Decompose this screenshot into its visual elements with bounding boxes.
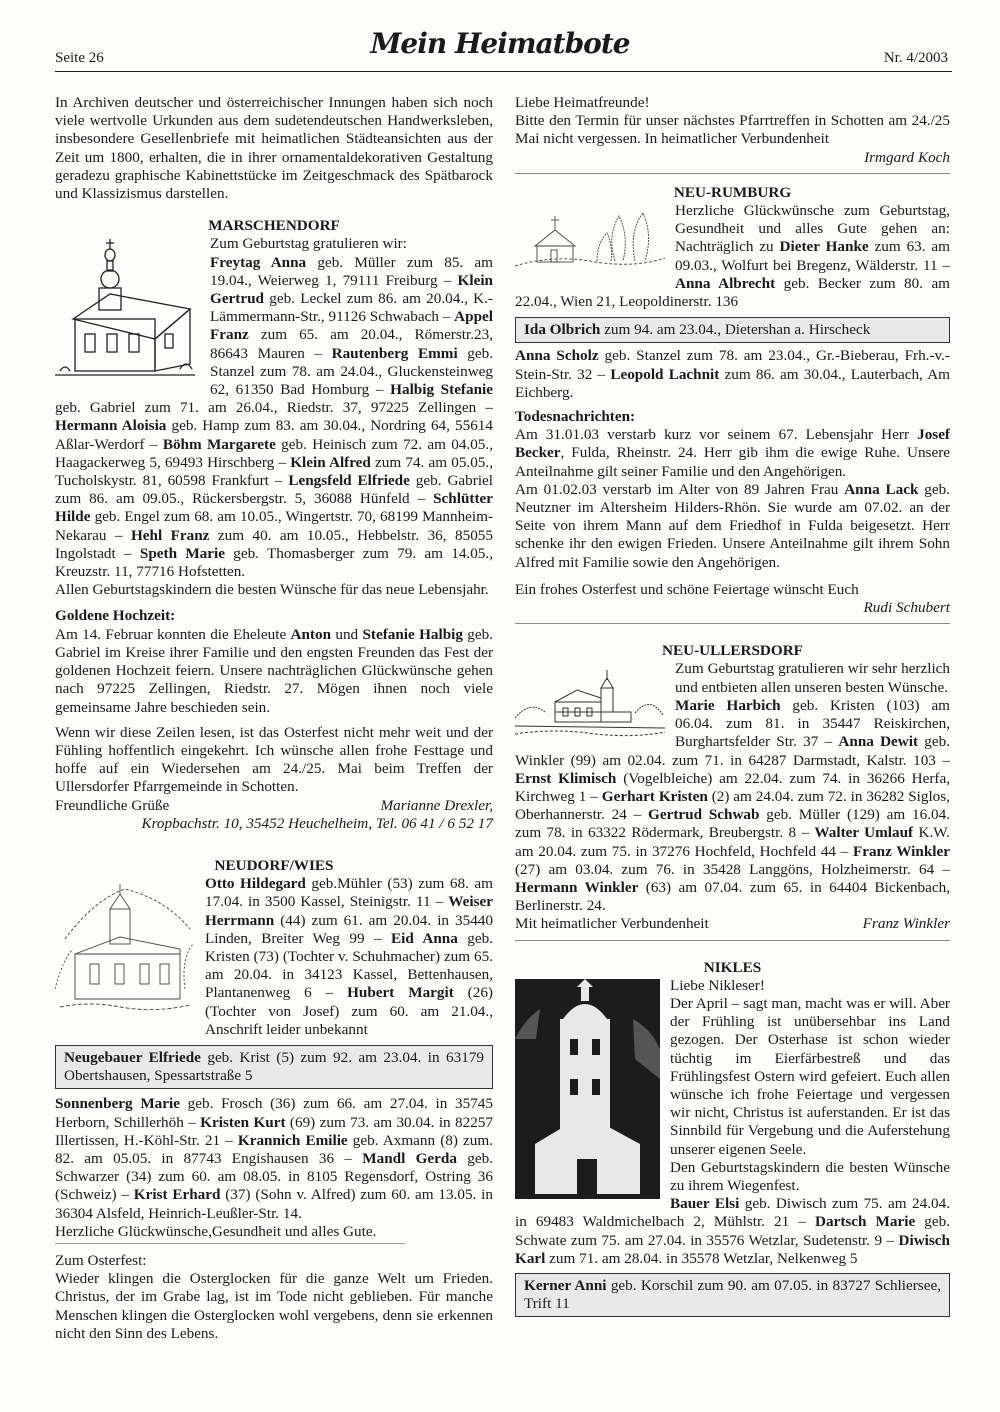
section-title-nikles: NIKLES xyxy=(703,958,762,976)
neudorf-closing: Herzliche Glückwünsche,Gesundheit und alles Gute. xyxy=(55,1223,405,1244)
death-notice-2: Am 01.02.03 verstarb im Alter von 89 Jahren Frau Anna Lack geb. Neutzner im Altersheim Hilders-Rhön. Sie wurde am 07.02. an der Seite von ihrem Mann auf dem Friedhof in Fulda beigesetzt. Herr schenke ihr den ewigen Frieden. Unsere Anteilnahme gilt ihrem Sohn Alfred mit Familie sowie den Angehörigen. xyxy=(515,480,950,571)
neudorf-highlight-box: Neugebauer Elfriede geb. Krist (5) zum 92. am 23.04. in 63179 Obertshausen, Spessartstraße 5 xyxy=(55,1045,493,1089)
intro-greeting: Liebe Heimatfreunde! xyxy=(515,94,650,111)
nikles-greeting: Liebe Nikleser! xyxy=(670,976,765,994)
neurumburg-entries: Herzliche Glückwünsche zum Geburtstag, Gesundheit und alles Gute gehen an: Nachträglich zu Dieter Hanke zum 63. am 09.03., Wolfurt bei Bregenz, Wälderstr. 11 – Anna Albrecht geb. Becker zum 80. am 22.04., Wien 21, Leopoldinerstr. 136 xyxy=(515,202,950,311)
church-drawing-icon xyxy=(55,879,195,1019)
osterfest-text: Wieder klingen die Osterglocken für die ganze Welt um Frieden. Christus, der im Grabe lag, ist im Tode nicht geblieben. Für manche Menschen klingen die Osterglocken wohl vergebens, denn sie erkennen nicht den Sinn des Lebens. xyxy=(55,1270,493,1342)
divider-3 xyxy=(515,940,950,941)
masthead-logo: Mein Heimatbote xyxy=(370,27,630,60)
left-column xyxy=(55,94,493,1343)
nikles-text: Der April – sagt man, macht was er will. Aber der Frühling ist unübersehbar ins Land gezogen. Der Osterhase ist schon wieder tüchtig im Eierfärbestreß und das Frühlingsfest Ostern wird gefeiert. Euch allen wünsche ich frohe Feiertage und vergessen wir nicht, Christus ist auferstanden. Er ist das Sinnbild für Vergebung und die Auferstehung unserer eigenen Seele. xyxy=(670,994,950,1158)
issue-number: Nr. 4/2003 xyxy=(883,50,948,66)
death-notices-title: Todesnachrichten: xyxy=(515,408,636,426)
golden-wedding-text: Am 14. Februar konnten die Eheleute Anton und Stefanie Halbig geb. Gabriel im Kreise ihrer Familie und den engsten Freunden das Fest der goldenen Hochzeit feiern. Unsere nachträglichen Glückwünsche gehen nach 97225 Zellingen, Riedstr. 27. Mögen ihnen noch viele gemeinsame Jahre beschieden sein. xyxy=(55,625,494,716)
neuullersdorf-signature: Mit heimatlicher Verbundenheit Franz Winkler xyxy=(515,915,950,933)
neurumburg-entries-2: Anna Scholz geb. Stanzel zum 78. am 23.04., Gr.-Bieberau, Frh.-v.-Stein-Str. 32 – Leopold Lachnit zum 86. am 30.04., Lauterbach, Am Eichberg. xyxy=(515,347,950,401)
header-rule xyxy=(55,71,952,72)
signer-address: Kropbachstr. 10, 35452 Heuchelheim, Tel. 06 41 / 6 52 17 xyxy=(141,814,493,832)
right-column xyxy=(515,94,950,1317)
neuullersdorf-intro: Zum Geburtstag gratulieren wir sehr herzlich und entbieten allen unseren besten Wünsche. xyxy=(675,660,950,696)
section-title-marschendorf: MARSCHENDORF xyxy=(208,217,340,235)
intro-text: Bitte den Termin für unser nächstes Pfarrtreffen in Schotten am 24./25 Mai nicht vergessen. In heimatlicher Verbundenheit xyxy=(515,112,950,148)
intro-paragraph: In Archiven deutscher und österreichischer Innungen haben sich noch viele wertvolle Urkunden aus dem sudetendeutschen Handwerksleben, insbesondere Gesellenbriefe mit heimatlichen Städteansichten aus der Zeit um 1800, erhalten, die in ihrer ornamentaldekorativen Gestaltung geradezu graphische Kabinettstücke im Zeitgeschmack des Spätbarock und Klassizismus darstellen. xyxy=(55,94,493,203)
section-title-neurumburg: NEU-RUMBURG xyxy=(673,183,792,201)
church-sketch-icon xyxy=(55,239,200,379)
church-tower-photo-icon xyxy=(515,979,660,1199)
neurumburg-easter: Ein frohes Osterfest und schöne Feiertage wünscht Euch xyxy=(515,580,859,598)
marschendorf-greeting: Zum Geburtstag gratulieren wir: xyxy=(210,235,407,253)
neurumburg-signer: Rudi Schubert xyxy=(863,599,950,617)
divider xyxy=(515,173,950,174)
golden-wedding-title: Goldene Hochzeit: xyxy=(55,607,176,625)
church-sketch-icon xyxy=(515,668,665,740)
neudorf-entries: Otto Hildegard geb.Mühler (53) zum 68. am 17.04. in 3500 Kassel, Steinigstr. 11 – Weiser Herrmann (44) zum 61. am 20.04. in 35440 Linden, Breiter Weg 99 – Eid Anna geb. Kristen (73) (Tochter v. Schuhmacher) zum 65. am 20.04. in 34123 Kassel, Bettenhausen, Plantanenweg 6 – Hubert Margit (26) (Tochter von Josef) zum 60. am 21.04., Anschrift leider unbekannt xyxy=(205,875,493,1038)
osterfest-title: Zum Osterfest: xyxy=(55,1251,147,1269)
marschendorf-closing: Allen Geburtstagskindern die besten Wünsche für das neue Lebensjahr. xyxy=(55,581,489,599)
neuullersdorf-entries: Marie Harbich geb. Kristen (103) am 06.04. zum 81. in 35447 Reiskirchen, Burghartsfelder Str. 37 – Anna Dewit geb. Winkler (99) am 02.04. zum 71. in 64287 Darmstadt, Kalstr. 103 – Ernst Klimisch (Vogelbleiche) am 22.04. zum 74. in 36266 Herfa, Kirchweg 1 – Gerhart Kristen (2) am 24.04. zum 72. in 36282 Siglos, Oberhannerstr. 24 – Gertrud Schwab geb. Müller (129) am 16.04. zum 78. in 63322 Rödermark, Breubergstr. 8 – Walter Umlauf K.W. am 20.04. zum 75. in 37276 Hochfeld, Hochfeld 44 – Franz Winkler (27) am 03.04. zum 76. in 35428 Langgöns, Holzheimerstr. 64 – Hermann Winkler (63) am 07.04. zum 65. in 64404 Bickenbach, Berlinerstr. 24. xyxy=(515,696,951,915)
death-notice-1: Am 31.01.03 verstarb kurz vor seinem 67. Lebensjahr Herr Josef Becker, Fulda, Rheinstr. 24. Herr gib ihm die ewige Ruhe. Unsere Anteilnahme gilt seiner Familie und den Angehörigen. xyxy=(515,426,950,480)
divider-2 xyxy=(515,623,950,624)
nikles-entries: Bauer Elsi geb. Diwisch zum 75. am 24.04. in 69483 Waldmichelbach 2, Mühlstr. 21 – Dartsch Marie geb. Schwate zum 75. am 27.04. in 35576 Wetzlar, Sudetenstr. 9 – Diwisch Karl zum 71. am 28.04. in 35578 Wetzlar, Nelkenweg 5 xyxy=(515,1195,951,1267)
page-number: Seite 26 xyxy=(55,50,104,66)
neudorf-entries-2: Sonnenberg Marie geb. Frosch (36) zum 66. am 27.04. in 35745 Herborn, Schillerhöh – Kristen Kurt (69) zum 73. am 30.04. in 82257 Illertissen, H.-Köhl-Str. 21 – Krannich Emilie geb. Axmann (8) zum. 82. am 05.05. in 87743 Engishausen 36 – Mandl Gerda geb. Schwarzer (34) zum 60. am 08.05. in 8105 Regensdorf, Ostring 36 (Schweiz) – Krist Erhard (37) (Sohn v. Alfred) zum 60. am 13.05. in 36304 Alsfeld, Heinrich-Leußler-Str. 14. xyxy=(55,1095,494,1222)
church-illustration-icon xyxy=(515,206,665,274)
section-title-neuullersdorf: NEU-ULLERSDORF xyxy=(662,642,803,660)
neurumburg-highlight-box: Ida Olbrich zum 94. am 23.04., Dietershan a. Hirscheck xyxy=(515,317,950,343)
marschendorf-signature: Freundliche Grüße Marianne Drexler, xyxy=(55,796,493,814)
easter-note: Wenn wir diese Zeilen lesen, ist das Osterfest nicht mehr weit und der Fühling hoffentlich eingekehrt. Ich wünsche allen frohe Festtage und hoffe auf ein Wiedersehen am 24./25. Mai beim Treffen der Ullersdorfer Pfarrgemeinde in Schotten. xyxy=(55,723,493,796)
nikles-highlight-box: Kerner Anni geb. Korschil zum 90. am 07.05. in 83727 Schliersee, Trift 11 xyxy=(515,1273,950,1317)
intro-signer: Irmgard Koch xyxy=(864,148,950,166)
nikles-text-2: Den Geburtstagskindern die besten Wünsche zu ihrem Wiegenfest. xyxy=(670,1158,950,1194)
section-title-neudorf: NEUDORF/WIES xyxy=(214,856,334,874)
marschendorf-entries: Freytag Anna geb. Müller zum 85. am 19.04., Weierweg 1, 79111 Freiburg – Klein Gertrud geb. Leckel zum 86. am 20.04., K.-Lämmermann-Str., 91126 Schwabach – Appel Franz zum 65. am 20.04., Römerstr.23, 86643 Mauren – Rautenberg Emmi geb. Stanzel zum 78. am 24.04., Gluckensteinweg 62, 61350 Bad Homburg – Halbig Stefanie geb. Gabriel zum 71. am 26.04., Riedstr. 37, 97225 Zellingen – Hermann Aloisia geb. Hamp zum 83. am 30.04., Nordring 64, 55614 Aßlar-Werdorf – Böhm Margarete geb. Heinisch zum 72. am 04.05., Haagackerweg 5, 69493 Hirschberg – Klein Alfred zum 74. am 05.05., Tucholskystr. 81, 60598 Frankfurt – Lengsfeld Elfriede geb. Gabriel zum 86. am 09.05., Rückersbergstr. 5, 36088 Hünfeld – Schlütter Hilde geb. Engel zum 68. am 10.05., Wingertstr. 70, 68199 Mannheim-Nekarau – Hehl Franz zum 40. am 10.05., Hebbelstr. 36, 85055 Ingolstadt – Speth Marie geb. Thomasberger zum 79. am 14.05., Kreuzstr. 11, 77716 Hofstetten. xyxy=(55,253,494,581)
